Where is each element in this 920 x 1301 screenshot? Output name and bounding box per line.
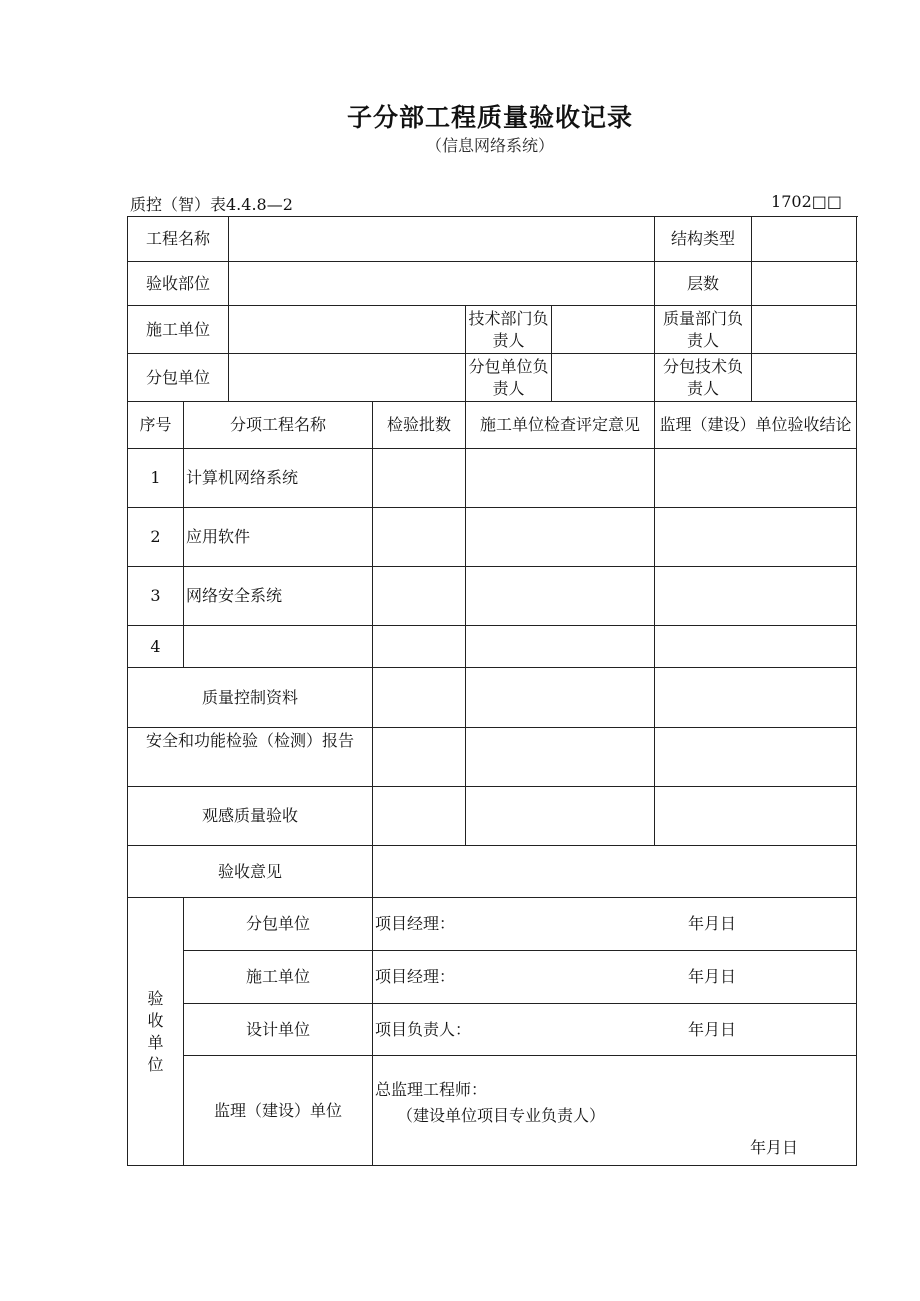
signature-field[interactable] [373, 1004, 857, 1056]
quality-dept-head-label: 质量部门负责人 [655, 306, 752, 354]
appearance-conclusion-field[interactable] [655, 787, 857, 846]
subcontract-unit-head-label: 分包单位负责人 [466, 354, 552, 402]
header-row-project [128, 217, 857, 262]
subcontract-unit-label: 分包单位 [128, 354, 229, 402]
subcontract-unit-field[interactable] [229, 354, 466, 402]
safety-report-label: 安全和功能检验（检测）报告 [128, 728, 373, 787]
column-header-row [128, 402, 857, 449]
safety-report-row [128, 728, 857, 787]
tech-dept-head-field[interactable] [552, 306, 655, 354]
acceptance-opinion-label: 验收意见 [128, 846, 373, 898]
quality-control-row [128, 668, 857, 728]
signature-role-label: 项目负责人： [375, 1019, 472, 1039]
owner-professional-head-label: （建设单位项目专业负责人） [397, 1105, 606, 1125]
col-batch-count: 检验批数 [373, 402, 466, 449]
construction-unit-label: 施工单位 [128, 306, 229, 354]
item-seq: 4 [128, 626, 184, 668]
supervision-signature-row [128, 1056, 857, 1166]
appearance-row [128, 787, 857, 846]
signature-unit-label: 分包单位 [184, 898, 373, 951]
table-row [128, 449, 857, 508]
page-subtitle: （信息网络系统） [425, 136, 554, 155]
item-name[interactable] [184, 626, 373, 668]
structure-type-field[interactable] [752, 217, 857, 262]
signature-field[interactable] [373, 898, 857, 951]
item-seq: 2 [128, 508, 184, 567]
signature-unit-label: 设计单位 [184, 1004, 373, 1056]
signature-field[interactable] [373, 951, 857, 1004]
quality-control-data-label: 质量控制资料 [128, 668, 373, 728]
structure-type-label: 结构类型 [655, 217, 752, 262]
quality-control-batch-field[interactable] [373, 668, 466, 728]
acceptance-part-label: 验收部位 [128, 262, 229, 306]
signature-row [128, 951, 857, 1004]
supervision-date-label: 年月日 [750, 1137, 799, 1157]
construction-opinion-field[interactable] [466, 449, 655, 508]
batch-count-field[interactable] [373, 508, 466, 567]
form-code: 质控（智）表4.4.8—2 [130, 195, 293, 214]
col-item-name: 分项工程名称 [184, 402, 373, 449]
floors-field[interactable] [752, 262, 857, 306]
supervision-signature-field[interactable] [373, 1056, 857, 1166]
project-name-label: 工程名称 [128, 217, 229, 262]
construction-opinion-field[interactable] [466, 508, 655, 567]
col-construction-opinion: 施工单位检查评定意见 [466, 402, 655, 449]
table-row [128, 626, 857, 668]
item-name: 网络安全系统 [184, 567, 373, 626]
appearance-opinion-field[interactable] [466, 787, 655, 846]
batch-count-field[interactable] [373, 626, 466, 668]
acceptance-opinion-field[interactable] [373, 846, 857, 898]
appearance-acceptance-label: 观感质量验收 [128, 787, 373, 846]
item-seq: 3 [128, 567, 184, 626]
tech-dept-head-label: 技术部门负责人 [466, 306, 552, 354]
safety-report-opinion-field[interactable] [466, 728, 655, 787]
supervision-conclusion-field[interactable] [655, 567, 857, 626]
signature-role-label: 项目经理： [375, 914, 456, 933]
signature-role-label: 项目经理： [375, 967, 456, 986]
acceptance-units-char: 收 [147, 1010, 164, 1030]
acceptance-units-char: 验 [147, 988, 164, 1008]
acceptance-units-char: 位 [147, 1054, 164, 1074]
item-name: 应用软件 [184, 508, 373, 567]
construction-opinion-field[interactable] [466, 567, 655, 626]
item-name: 计算机网络系统 [184, 449, 373, 508]
table-row [128, 508, 857, 567]
supervision-conclusion-field[interactable] [655, 626, 857, 668]
signature-date-label: 年月日 [688, 967, 737, 986]
batch-count-field[interactable] [373, 449, 466, 508]
signature-row [128, 898, 857, 951]
header-row-subcontract [128, 354, 857, 402]
safety-report-batch-field[interactable] [373, 728, 466, 787]
page-title: 子分部工程质量验收记录 [346, 103, 633, 132]
acceptance-record-table [127, 216, 857, 1166]
quality-control-opinion-field[interactable] [466, 668, 655, 728]
item-seq: 1 [128, 449, 184, 508]
signature-date-label: 年月日 [688, 914, 737, 933]
signature-row [128, 1004, 857, 1056]
quality-dept-head-field[interactable] [752, 306, 857, 354]
acceptance-units-char: 单 [147, 1032, 164, 1052]
subcontract-tech-head-field[interactable] [752, 354, 857, 402]
subcontract-tech-head-label: 分包技术负责人 [655, 354, 752, 402]
supervision-conclusion-field[interactable] [655, 449, 857, 508]
construction-opinion-field[interactable] [466, 626, 655, 668]
table-row [128, 567, 857, 626]
acceptance-opinion-row [128, 846, 857, 898]
supervision-conclusion-field[interactable] [655, 508, 857, 567]
appearance-batch-field[interactable] [373, 787, 466, 846]
col-seq: 序号 [128, 402, 184, 449]
construction-unit-field[interactable] [229, 306, 466, 354]
signature-date-label: 年月日 [688, 1019, 737, 1039]
acceptance-units-label [128, 898, 184, 1166]
batch-count-field[interactable] [373, 567, 466, 626]
safety-report-conclusion-field[interactable] [655, 728, 857, 787]
acceptance-part-field[interactable] [229, 262, 655, 306]
project-name-field[interactable] [229, 217, 655, 262]
subcontract-unit-head-field[interactable] [552, 354, 655, 402]
supervision-unit-label: 监理（建设）单位 [184, 1056, 373, 1166]
signature-unit-label: 施工单位 [184, 951, 373, 1004]
quality-control-conclusion-field[interactable] [655, 668, 857, 728]
col-supervision-conclusion: 监理（建设）单位验收结论 [655, 402, 857, 449]
floors-label: 层数 [655, 262, 752, 306]
document-number: 1702□□ [771, 192, 842, 211]
header-row-part [128, 262, 857, 306]
chief-supervisor-label: 总监理工程师： [375, 1079, 488, 1099]
header-row-construction [128, 306, 857, 354]
